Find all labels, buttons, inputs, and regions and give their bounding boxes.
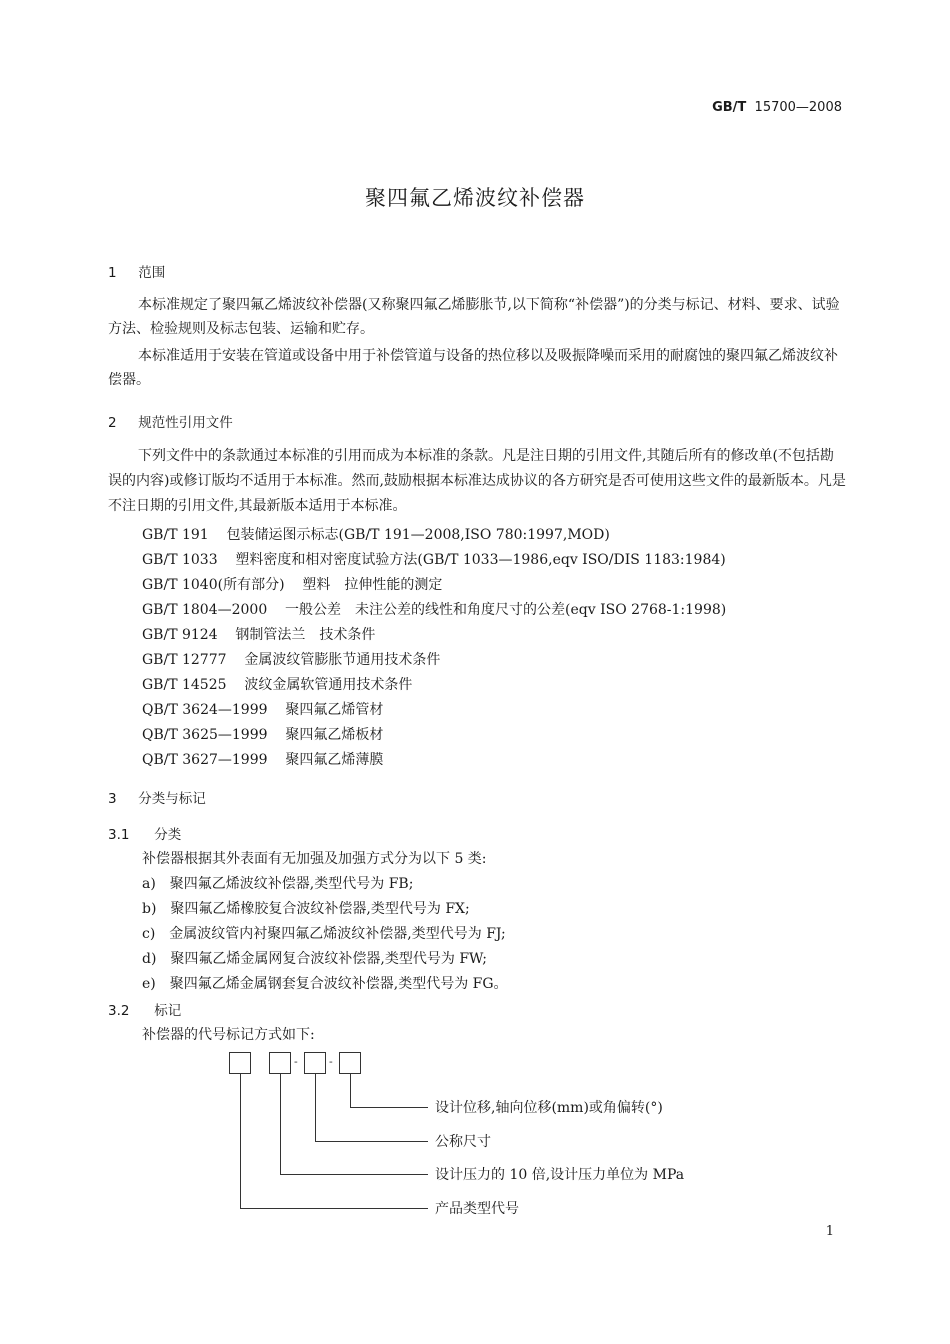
section-title: 分类与标记 — [138, 791, 206, 807]
reference-text: 波纹金属软管通用技术条件 — [244, 677, 413, 693]
reference-text: 聚四氟乙烯板材 — [285, 727, 384, 743]
reference-item — [142, 549, 726, 569]
leader-line — [280, 1074, 281, 1174]
leader-line — [240, 1074, 241, 1208]
reference-code: GB/T 9124 — [142, 627, 218, 643]
reference-code: QB/T 3624—1999 — [142, 702, 268, 718]
reference-code: GB/T 14525 — [142, 677, 227, 693]
leader-line — [240, 1208, 428, 1209]
reference-code: GB/T 1040(所有部分) — [142, 577, 285, 593]
leader-line — [315, 1141, 428, 1142]
reference-code: QB/T 3627—1999 — [142, 752, 268, 768]
section-3-2-heading — [108, 999, 181, 1019]
reference-text: 塑料密度和相对密度试验方法(GB/T 1033—1986,eqv ISO/DIS 1183:1984) — [235, 552, 726, 568]
nominal-size-label: 公称尺寸 — [435, 1134, 491, 1150]
reference-item — [142, 749, 383, 769]
reference-text: 钢制管法兰 技术条件 — [235, 627, 376, 643]
section-title: 范围 — [138, 265, 166, 281]
list-item: b) 聚四氟乙烯橡胶复合波纹补偿器,类型代号为 FX; — [142, 901, 470, 917]
section-title: 标记 — [154, 1003, 182, 1019]
displacement-box — [339, 1052, 361, 1074]
pressure-box — [269, 1052, 291, 1074]
section-number: 2 — [108, 415, 117, 431]
section-2-heading — [108, 411, 233, 431]
page-number: 1 — [825, 1224, 834, 1239]
reference-code: GB/T 191 — [142, 527, 209, 543]
reference-item — [142, 649, 440, 669]
list-item: d) 聚四氟乙烯金属网复合波纹补偿器,类型代号为 FW; — [142, 951, 487, 967]
reference-item — [142, 674, 412, 694]
reference-text: 一般公差 未注公差的线性和角度尺寸的公差(eqv ISO 2768-1:1998) — [285, 602, 727, 618]
reference-code: GB/T 12777 — [142, 652, 227, 668]
section-number: 3.1 — [108, 827, 130, 843]
paragraph: 下列文件中的条款通过本标准的引用而成为本标准的条款。凡是注日期的引用文件,其随后所有的修改单(不包括勘误的内容)或修订版均不适用于本标准。然而,鼓励根据本标准达成协议的各方研究是否可使用这些文件的最新版本。凡是不注日期的引用文件,其最新版本适用于本标准。 — [108, 448, 846, 514]
reference-code: QB/T 3625—1999 — [142, 727, 268, 743]
section-title: 分类 — [154, 827, 182, 843]
list-item: c) 金属波纹管内衬聚四氟乙烯波纹补偿器,类型代号为 FJ; — [142, 926, 506, 942]
displacement-label: 设计位移,轴向位移(mm)或角偏转(°) — [435, 1100, 663, 1116]
reference-item — [142, 699, 383, 719]
reference-item — [142, 574, 442, 594]
reference-item — [142, 624, 375, 644]
reference-item — [142, 599, 726, 619]
document-title: 聚四氟乙烯波纹补偿器 — [365, 186, 585, 210]
section-1-heading — [108, 261, 165, 281]
standard-code — [712, 100, 842, 115]
list-item: a) 聚四氟乙烯波纹补偿器,类型代号为 FB; — [142, 876, 414, 892]
type-code-box — [229, 1052, 251, 1074]
type-code-label: 产品类型代号 — [435, 1201, 519, 1217]
section-3-heading — [108, 787, 206, 807]
reference-item — [142, 524, 610, 544]
separator-dash: - — [294, 1055, 298, 1068]
section-number: 1 — [108, 265, 117, 281]
section-3-1-heading — [108, 823, 181, 843]
standard-number: 15700—2008 — [754, 100, 842, 115]
section-number: 3 — [108, 791, 117, 807]
reference-code: GB/T 1033 — [142, 552, 218, 568]
marking-intro: 补偿器的代号标记方式如下: — [142, 1027, 315, 1043]
leader-line — [350, 1107, 428, 1108]
leader-line — [315, 1074, 316, 1141]
nominal-size-box — [304, 1052, 326, 1074]
paragraph: 本标准适用于安装在管道或设备中用于补偿管道与设备的热位移以及吸振降噪而采用的耐腐蚀的聚四氟乙烯波纹补偿器。 — [108, 348, 838, 388]
pressure-label: 设计压力的 10 倍,设计压力单位为 MPa — [435, 1167, 685, 1183]
section-number: 3.2 — [108, 1003, 130, 1019]
reference-text: 塑料 拉伸性能的测定 — [302, 577, 443, 593]
reference-text: 聚四氟乙烯薄膜 — [285, 752, 384, 768]
reference-text: 金属波纹管膨胀节通用技术条件 — [244, 652, 441, 668]
list-item: e) 聚四氟乙烯金属钢套复合波纹补偿器,类型代号为 FG。 — [142, 976, 508, 992]
leader-line — [280, 1174, 428, 1175]
section-title: 规范性引用文件 — [138, 415, 233, 431]
reference-code: GB/T 1804—2000 — [142, 602, 268, 618]
separator-dash: - — [329, 1055, 333, 1068]
reference-item — [142, 724, 383, 744]
paragraph: 本标准规定了聚四氟乙烯波纹补偿器(又称聚四氟乙烯膨胀节,以下简称“补偿器”)的分类与标记、材料、要求、试验方法、检验规则及标志包装、运输和贮存。 — [108, 297, 840, 337]
reference-text: 包装储运图示标志(GB/T 191—2008,ISO 780:1997,MOD) — [226, 527, 610, 543]
reference-text: 聚四氟乙烯管材 — [285, 702, 384, 718]
classification-intro: 补偿器根据其外表面有无加强及加强方式分为以下 5 类: — [142, 851, 487, 867]
standard-prefix: GB/T — [712, 100, 747, 115]
leader-line — [350, 1074, 351, 1107]
